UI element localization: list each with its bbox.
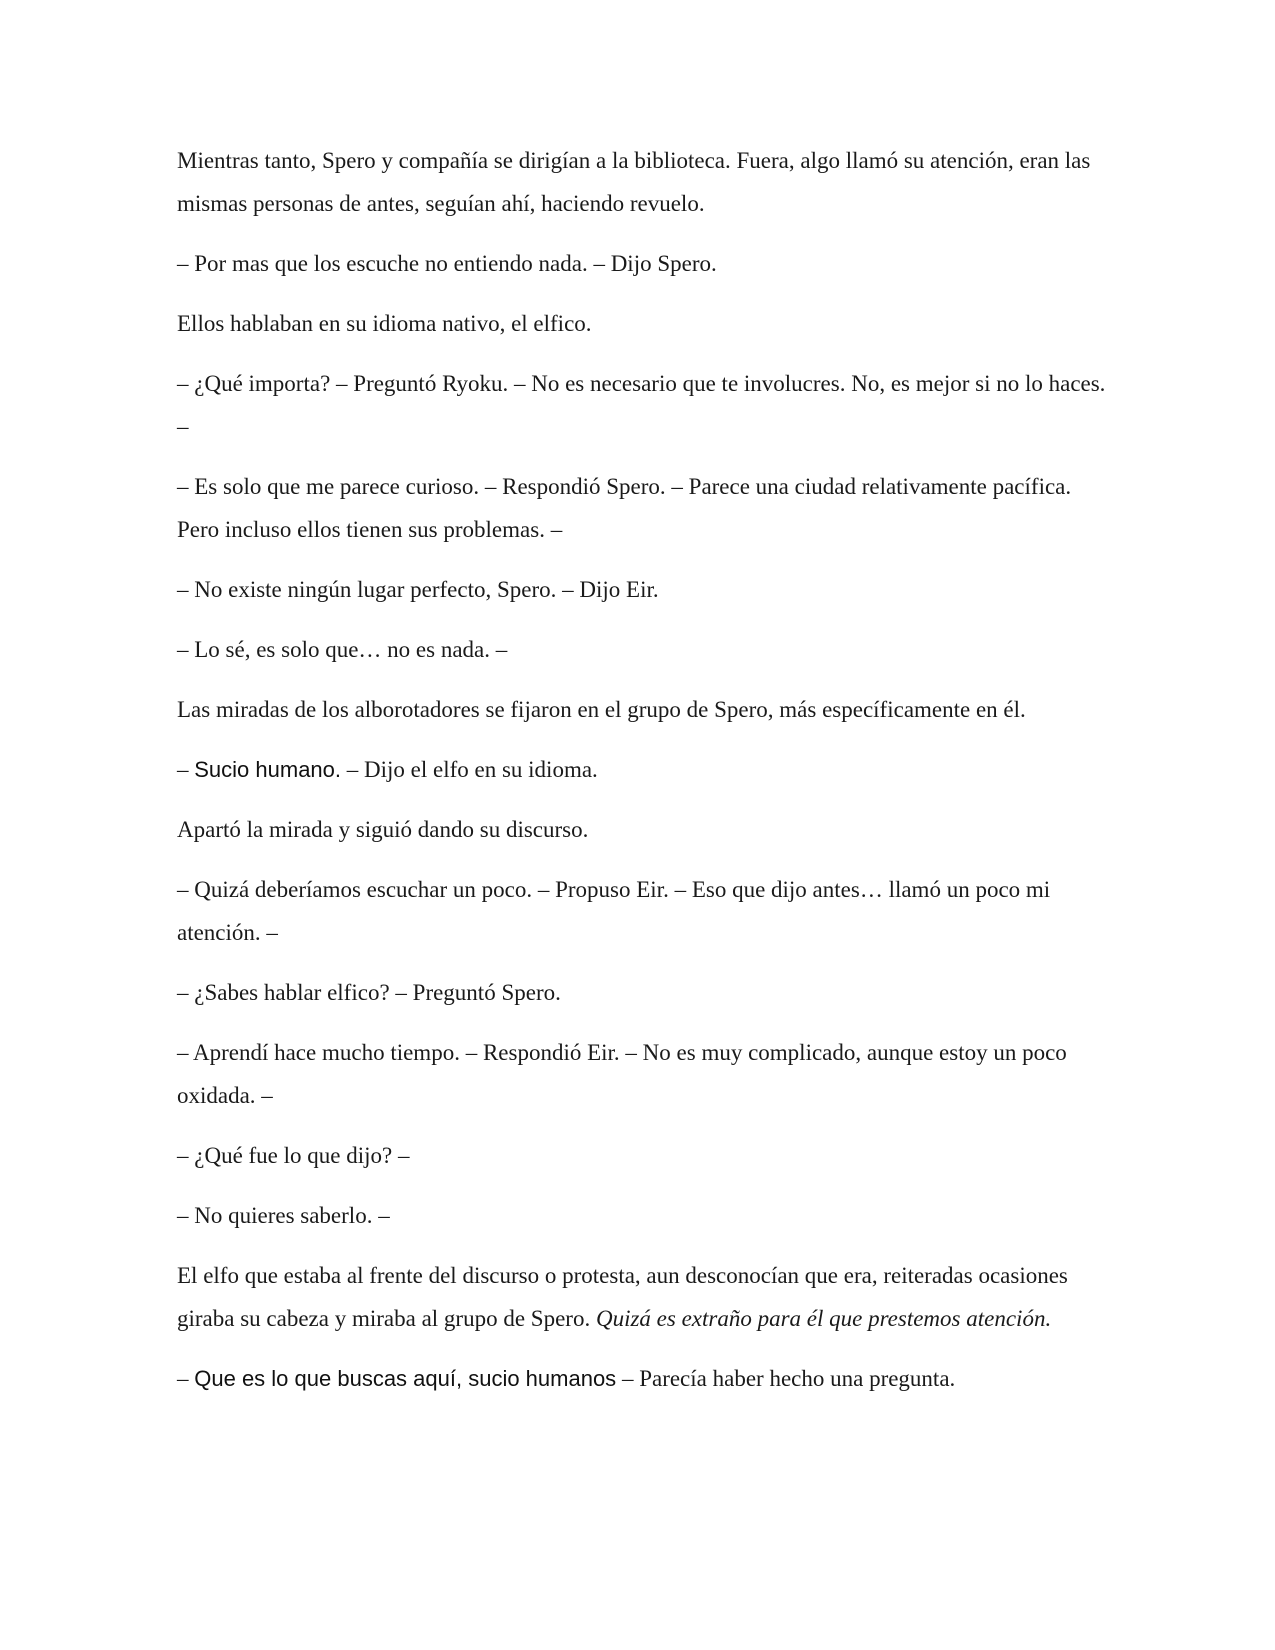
paragraph-text: – Dijo el elfo en su idioma. xyxy=(341,757,598,782)
paragraph-dialogue xyxy=(177,748,1107,791)
paragraph-dialogue xyxy=(177,568,1107,611)
paragraph-dialogue xyxy=(177,465,1107,551)
elvish-speech: Sucio humano. xyxy=(194,757,342,782)
paragraph-text: – ¿Sabes hablar elfico? – Preguntó Spero. xyxy=(177,980,561,1005)
paragraph-dialogue xyxy=(177,971,1107,1014)
paragraph-text: – Quizá deberíamos escuchar un poco. – Propuso Eir. – Eso que dijo antes… llamó un poco mi atención. – xyxy=(177,877,1051,945)
dialogue-dash: – xyxy=(177,757,195,782)
paragraph-text: – ¿Qué importa? – Preguntó Ryoku. – No es necesario que te involucres. No, es mejor si no lo haces. – xyxy=(177,371,1106,439)
paragraph-narration xyxy=(177,139,1107,225)
paragraph-text: – Parecía haber hecho una pregunta. xyxy=(616,1366,956,1391)
paragraph-text: Mientras tanto, Spero y compañía se dirigían a la biblioteca. Fuera, algo llamó su atención, eran las mismas personas de antes, seguían ahí, haciendo revuelo. xyxy=(177,148,1091,216)
paragraph-text: – Por mas que los escuche no entiendo nada. – Dijo Spero. xyxy=(177,251,717,276)
paragraph-dialogue xyxy=(177,1134,1107,1177)
paragraph-dialogue xyxy=(177,1357,1107,1400)
paragraph-narration xyxy=(177,1254,1107,1340)
paragraph-narration xyxy=(177,688,1107,731)
paragraph-text: Las miradas de los alborotadores se fijaron en el grupo de Spero, más específicamente en él. xyxy=(177,697,1026,722)
elvish-speech: Que es lo que buscas aquí, sucio humanos xyxy=(194,1366,617,1391)
paragraph-dialogue xyxy=(177,242,1107,285)
paragraph-narration xyxy=(177,808,1107,851)
paragraph-text: – Aprendí hace mucho tiempo. – Respondió Eir. – No es muy complicado, aunque estoy un poco oxidada. – xyxy=(177,1040,1067,1108)
paragraph-dialogue xyxy=(177,1031,1107,1117)
paragraph-dialogue xyxy=(177,628,1107,671)
paragraph-text: El elfo que estaba al frente del discurso o protesta, aun desconocían que era, reiteradas ocasiones giraba su cabeza y miraba al grupo de Spero. xyxy=(177,1263,1068,1331)
paragraph-text: – Lo sé, es solo que… no es nada. – xyxy=(177,637,508,662)
document-body xyxy=(177,139,1107,1417)
paragraph-text: Apartó la mirada y siguió dando su discurso. xyxy=(177,817,589,842)
paragraph-dialogue xyxy=(177,1194,1107,1237)
paragraph-text: – Es solo que me parece curioso. – Respondió Spero. – Parece una ciudad relativamente pacífica. Pero incluso ellos tienen sus problemas. – xyxy=(177,474,1072,542)
paragraph-text: – No quieres saberlo. – xyxy=(177,1203,390,1228)
paragraph-text: Ellos hablaban en su idioma nativo, el elfico. xyxy=(177,311,592,336)
paragraph-dialogue xyxy=(177,868,1107,954)
paragraph-narration xyxy=(177,302,1107,345)
paragraph-text: – No existe ningún lugar perfecto, Spero. – Dijo Eir. xyxy=(177,577,659,602)
inner-thought: Quizá es extraño para él que prestemos atención. xyxy=(595,1306,1052,1331)
paragraph-text: – ¿Qué fue lo que dijo? – xyxy=(177,1143,410,1168)
dialogue-dash: – xyxy=(177,1366,195,1391)
paragraph-dialogue xyxy=(177,362,1107,448)
